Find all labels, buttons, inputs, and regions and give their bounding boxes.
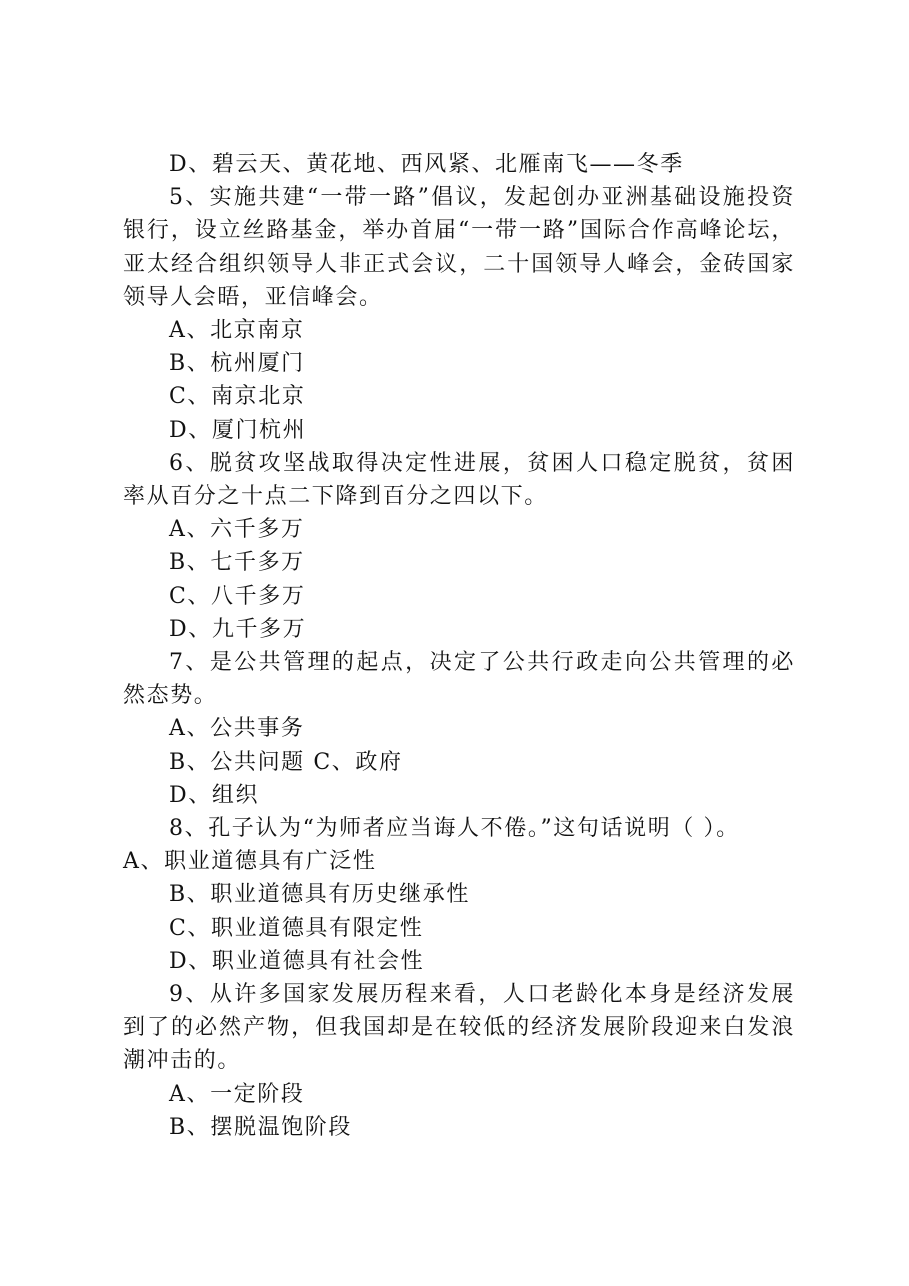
option-a-q7: A、公共事务 xyxy=(169,716,305,742)
option-b-q8: B、职业道德具有历史继承性 xyxy=(169,882,470,908)
question-5: 5、实施共建“一带一路”倡议，发起创办亚洲基础设施投资银行，设立丝路基金，举办首届“一带一路”国际合作高峰论坛，亚太经合组织领导人非正式会议，二十国领导人峰会，金砖国家领导人会晤，亚信峰会。 xyxy=(123,185,795,310)
option-a-q8: A、职业道德具有广泛性 xyxy=(123,849,377,875)
option-d-q6: D、九千多万 xyxy=(169,616,307,642)
option-a-q5: A、北京南京 xyxy=(169,318,305,344)
option-a-q6: A、六千多万 xyxy=(169,517,305,543)
option-b-q5: B、杭州厦门 xyxy=(169,351,305,377)
option-c-q6: C、八千多万 xyxy=(169,583,306,609)
option-bc-q7: B、公共问题 C、政府 xyxy=(169,749,403,775)
option-d-q8: D、职业道德具有社会性 xyxy=(169,948,425,974)
option-c-q8: C、职业道德具有限定性 xyxy=(169,915,424,941)
option-a-q9: A、一定阶段 xyxy=(169,1081,305,1107)
question-9: 9、从许多国家发展历程来看，人口老龄化本身是经济发展到了的必然产物，但我国却是在较低的经济发展阶段迎来白发浪潮冲击的。 xyxy=(123,982,795,1074)
question-6: 6、脱贫攻坚战取得决定性进展，贫困人口稳定脱贫，贫困率从百分之十点二下降到百分之四以下。 xyxy=(123,450,795,510)
option-d-q4: D、碧云天、黄花地、西风紧、北雁南飞——冬季 xyxy=(169,152,684,177)
document-body xyxy=(123,148,795,1144)
option-c-q5: C、南京北京 xyxy=(169,384,306,410)
option-d-q7: D、组织 xyxy=(169,782,260,808)
option-b-q6: B、七千多万 xyxy=(169,550,305,576)
question-8: 8、孔子认为“为师者应当诲人不倦。”这句话说明（ ）。 xyxy=(169,816,740,842)
option-b-q9: B、摆脱温饱阶段 xyxy=(169,1114,352,1140)
option-d-q5: D、厦门杭州 xyxy=(169,417,307,443)
question-7: 7、是公共管理的起点，决定了公共行政走向公共管理的必然态势。 xyxy=(123,650,795,709)
